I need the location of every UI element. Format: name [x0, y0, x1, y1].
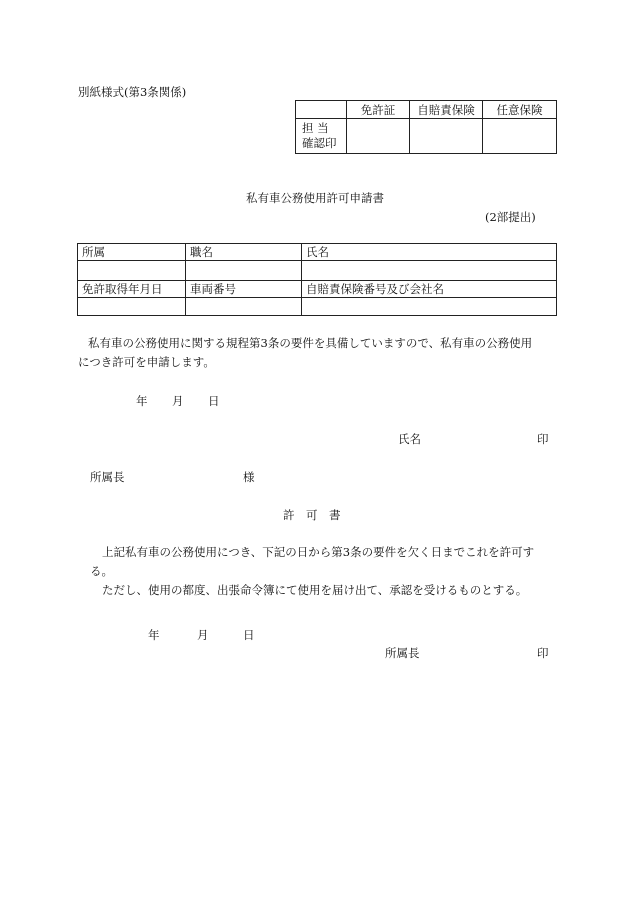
- permit-text-line3: ただし、使用の都度、出張命令簿にて使用を届け出て、承認を受けるものとする。: [102, 583, 528, 597]
- applicant-date-month: 月: [172, 394, 184, 408]
- header-affiliation: 所属: [78, 244, 186, 261]
- stamp-header-blank: [296, 101, 347, 119]
- stamp-row-label-line1: 担 当: [302, 121, 329, 135]
- vehicle-number-field[interactable]: [186, 298, 302, 316]
- affiliation-field[interactable]: [78, 261, 186, 281]
- header-insurance-number: 自賠責保険番号及び会社名: [302, 281, 557, 298]
- stamp-row-label: [296, 119, 347, 154]
- permit-text-line2: る。: [90, 564, 113, 578]
- stamp-cell-license[interactable]: [347, 119, 410, 154]
- stamp-header-compulsory-insurance: 自賠責保険: [410, 101, 483, 119]
- name-field[interactable]: [302, 261, 557, 281]
- job-title-field[interactable]: [186, 261, 302, 281]
- header-name: 氏名: [302, 244, 557, 261]
- permit-date-day: 日: [243, 628, 255, 642]
- application-text-line1: 私有車の公務使用に関する規程第3条の要件を具備していますので、私有車の公務使用: [88, 336, 533, 350]
- copies-note: (2部提出): [485, 210, 536, 224]
- header-license-date: 免許取得年月日: [78, 281, 186, 298]
- header-vehicle-number: 車両番号: [186, 281, 302, 298]
- license-date-field[interactable]: [78, 298, 186, 316]
- applicant-name-label: 氏名: [398, 432, 421, 446]
- addressee-label: 所属長: [90, 470, 125, 484]
- application-text-line2: につき許可を申請します。: [78, 355, 215, 369]
- stamp-cell-compulsory-insurance[interactable]: [410, 119, 483, 154]
- applicant-date-day: 日: [208, 394, 220, 408]
- document-title: 私有車公務使用許可申請書: [246, 191, 384, 205]
- permit-signer-label: 所属長: [385, 646, 420, 660]
- confirmation-stamp-table: [295, 100, 557, 154]
- stamp-header-voluntary-insurance: 任意保険: [483, 101, 557, 119]
- addressee-suffix: 様: [243, 470, 255, 484]
- permit-date-month: 月: [197, 628, 209, 642]
- applicant-seal: 印: [537, 432, 549, 446]
- permit-title: 許 可 書: [283, 508, 341, 522]
- applicant-date-year: 年: [136, 394, 148, 408]
- permit-seal: 印: [537, 646, 549, 660]
- stamp-cell-voluntary-insurance[interactable]: [483, 119, 557, 154]
- insurance-number-field[interactable]: [302, 298, 557, 316]
- header-job-title: 職名: [186, 244, 302, 261]
- applicant-info-table: [77, 243, 557, 316]
- stamp-row-label-line2: 確認印: [302, 136, 337, 150]
- stamp-header-license: 免許証: [347, 101, 410, 119]
- form-number: 別紙様式(第3条関係): [78, 85, 187, 99]
- permit-date-year: 年: [148, 628, 160, 642]
- permit-text-line1: 上記私有車の公務使用につき、下記の日から第3条の要件を欠く日までこれを許可す: [102, 545, 535, 559]
